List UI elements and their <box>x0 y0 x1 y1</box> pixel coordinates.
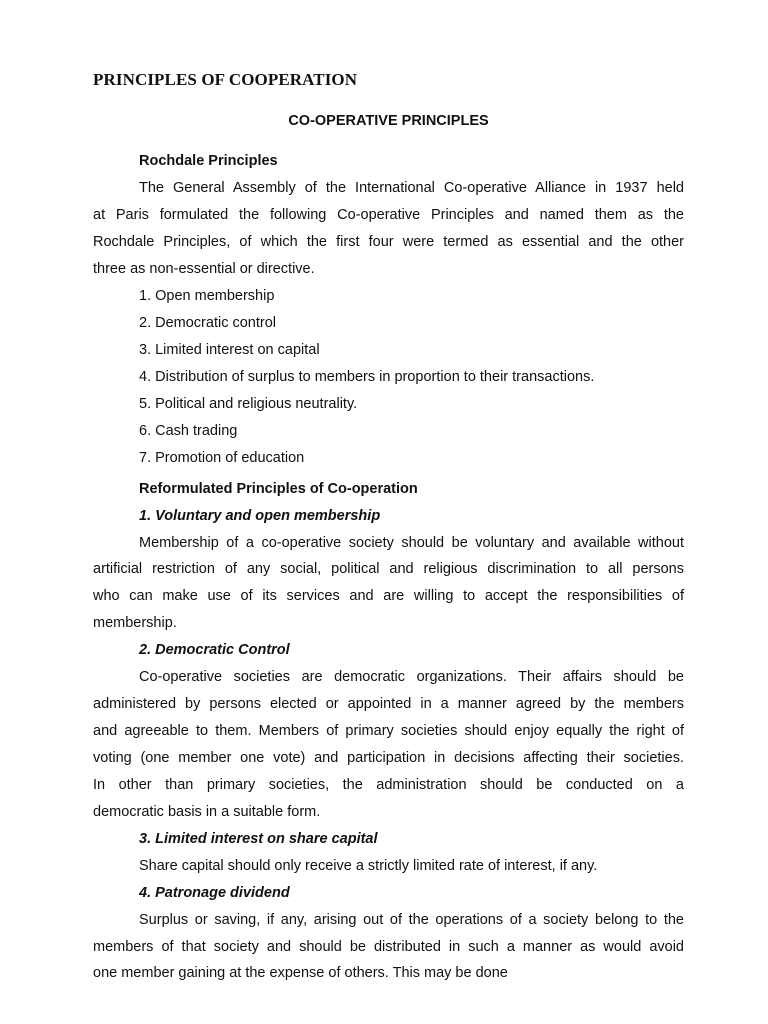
rochdale-heading: Rochdale Principles <box>139 153 278 169</box>
list-item: 6. Cash trading <box>139 423 238 439</box>
paragraph-line: Rochdale Principles, of which the first four were termed as essential and the other <box>93 234 684 250</box>
subsection-heading: 4. Patronage dividend <box>139 885 290 901</box>
section-heading: CO-OPERATIVE PRINCIPLES <box>288 113 489 129</box>
paragraph-line: one member gaining at the expense of others. This may be done <box>93 965 508 981</box>
paragraph-line: membership. <box>93 615 177 631</box>
paragraph-line: who can make use of its services and are willing to accept the responsibilities of <box>93 588 684 604</box>
list-item: 2. Democratic control <box>139 315 276 331</box>
document-title: PRINCIPLES OF COOPERATION <box>93 70 358 89</box>
subsection-heading: 2. Democratic Control <box>139 642 290 658</box>
paragraph-line: Co-operative societies are democratic organizations. Their affairs should be <box>139 669 684 685</box>
subsection-heading: 3. Limited interest on share capital <box>139 831 378 847</box>
list-item: 7. Promotion of education <box>139 450 305 466</box>
paragraph-line: Membership of a co-operative society should be voluntary and available without <box>139 535 684 551</box>
paragraph-line: three as non-essential or directive. <box>93 261 315 277</box>
list-item: 3. Limited interest on capital <box>139 342 320 358</box>
reformulated-heading: Reformulated Principles of Co-operation <box>139 481 418 497</box>
list-item: 5. Political and religious neutrality. <box>139 396 358 412</box>
paragraph-line: The General Assembly of the International Co-operative Alliance in 1937 held <box>139 180 684 196</box>
paragraph-line: at Paris formulated the following Co-operative Principles and named them as the <box>93 207 684 223</box>
paragraph-line: and agreeable to them. Members of primary societies should enjoy equally the right of <box>93 723 684 739</box>
paragraph-line: Surplus or saving, if any, arising out of the operations of a society belong to the <box>139 912 684 928</box>
list-item: 4. Distribution of surplus to members in proportion to their transactions. <box>139 369 595 385</box>
paragraph-line: administered by persons elected or appointed in a manner agreed by the members <box>93 696 684 712</box>
subsection-heading: 1. Voluntary and open membership <box>139 508 381 524</box>
paragraph-line: artificial restriction of any social, political and religious discrimination to all persons <box>93 561 684 577</box>
paragraph-line: democratic basis in a suitable form. <box>93 804 321 820</box>
paragraph-line: Share capital should only receive a strictly limited rate of interest, if any. <box>139 858 598 874</box>
paragraph-line: voting (one member one vote) and participation in decisions affecting their societies. <box>93 750 684 766</box>
list-item: 1. Open membership <box>139 288 275 304</box>
paragraph-line: In other than primary societies, the administration should be conducted on a <box>93 777 684 793</box>
paragraph-line: members of that society and should be distributed in such a manner as would avoid <box>93 939 684 955</box>
